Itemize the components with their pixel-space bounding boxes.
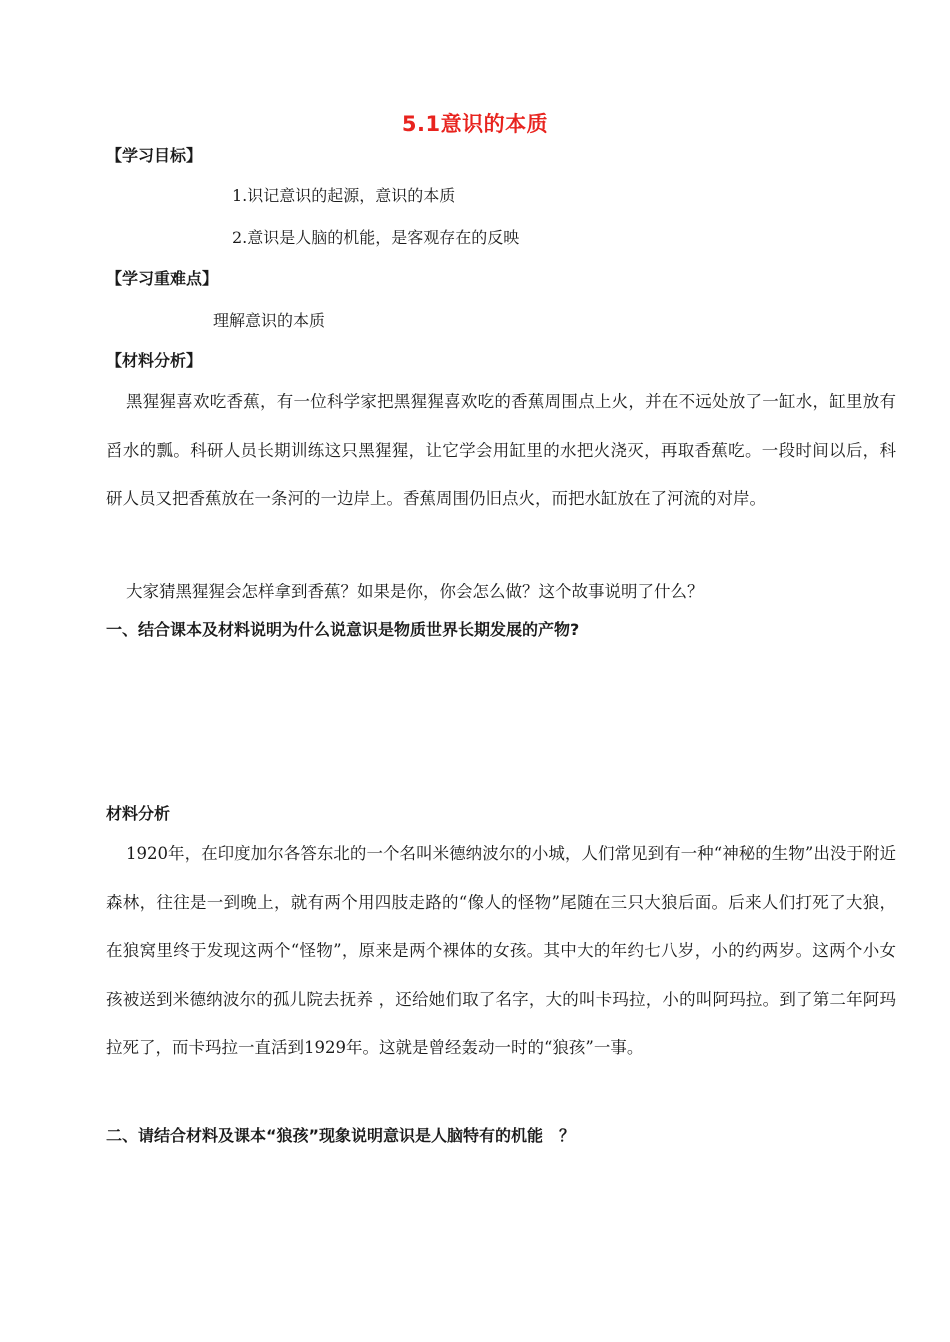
material-heading: 【材料分析】 bbox=[106, 351, 203, 370]
material-2-paragraph: 1920年，在印度加尔各答东北的一个名叫米德纳波尔的小城，人们常见到有一种“神秘的生物”出没于附近森林，往往是一到晚上，就有两个用四肢走路的“像人的怪物”尾随在三只大狼后面。后来人们打死了大狼，在狼窝里终于发现这两个“怪物”，原来是两个裸体的女孩。其中大的年约七八岁，小的约两岁。这两个小女孩被送到米德纳波尔的孤儿院去抚养 ，还给她们取了名字，大的叫卡玛拉，小的叫阿玛拉。到了第二年阿玛拉死了，而卡玛拉一直活到1929年。这就是曾经轰动一时的“狼孩”一事。 bbox=[106, 844, 896, 1058]
question-1: 一、结合课本及材料说明为什么说意识是物质世界长期发展的产物? bbox=[106, 620, 580, 639]
material-1-question: 大家猜黑猩猩会怎样拿到香蕉？如果是你，你会怎么做？这个故事说明了什么？ bbox=[126, 582, 704, 601]
question-2: 二、请结合材料及课本“狼孩”现象说明意识是人脑特有的机能 ？ bbox=[106, 1126, 576, 1145]
objective-item-1: 1.识记意识的起源，意识的本质 bbox=[232, 186, 456, 205]
keypoint-item-1: 理解意识的本质 bbox=[213, 311, 326, 330]
material-1-paragraph: 黑猩猩喜欢吃香蕉，有一位科学家把黑猩猩喜欢吃的香蕉周围点上火，并在不远处放了一缸水，缸里放有舀水的瓢。科研人员长期训练这只黑猩猩，让它学会用缸里的水把火浇灭，再取香蕉吃。一段时间以后，科研人员又把香蕉放在一条河的一边岸上。香蕉周围仍旧点火，而把水缸放在了河流的对岸。 bbox=[106, 392, 896, 509]
material-2-heading: 材料分析 bbox=[106, 804, 171, 823]
page-title: 5.1意识的本质 bbox=[401, 112, 549, 136]
keypoints-heading: 【学习重难点】 bbox=[106, 269, 219, 288]
objectives-heading: 【学习目标】 bbox=[106, 146, 203, 165]
objective-item-2: 2.意识是人脑的机能，是客观存在的反映 bbox=[232, 228, 520, 247]
